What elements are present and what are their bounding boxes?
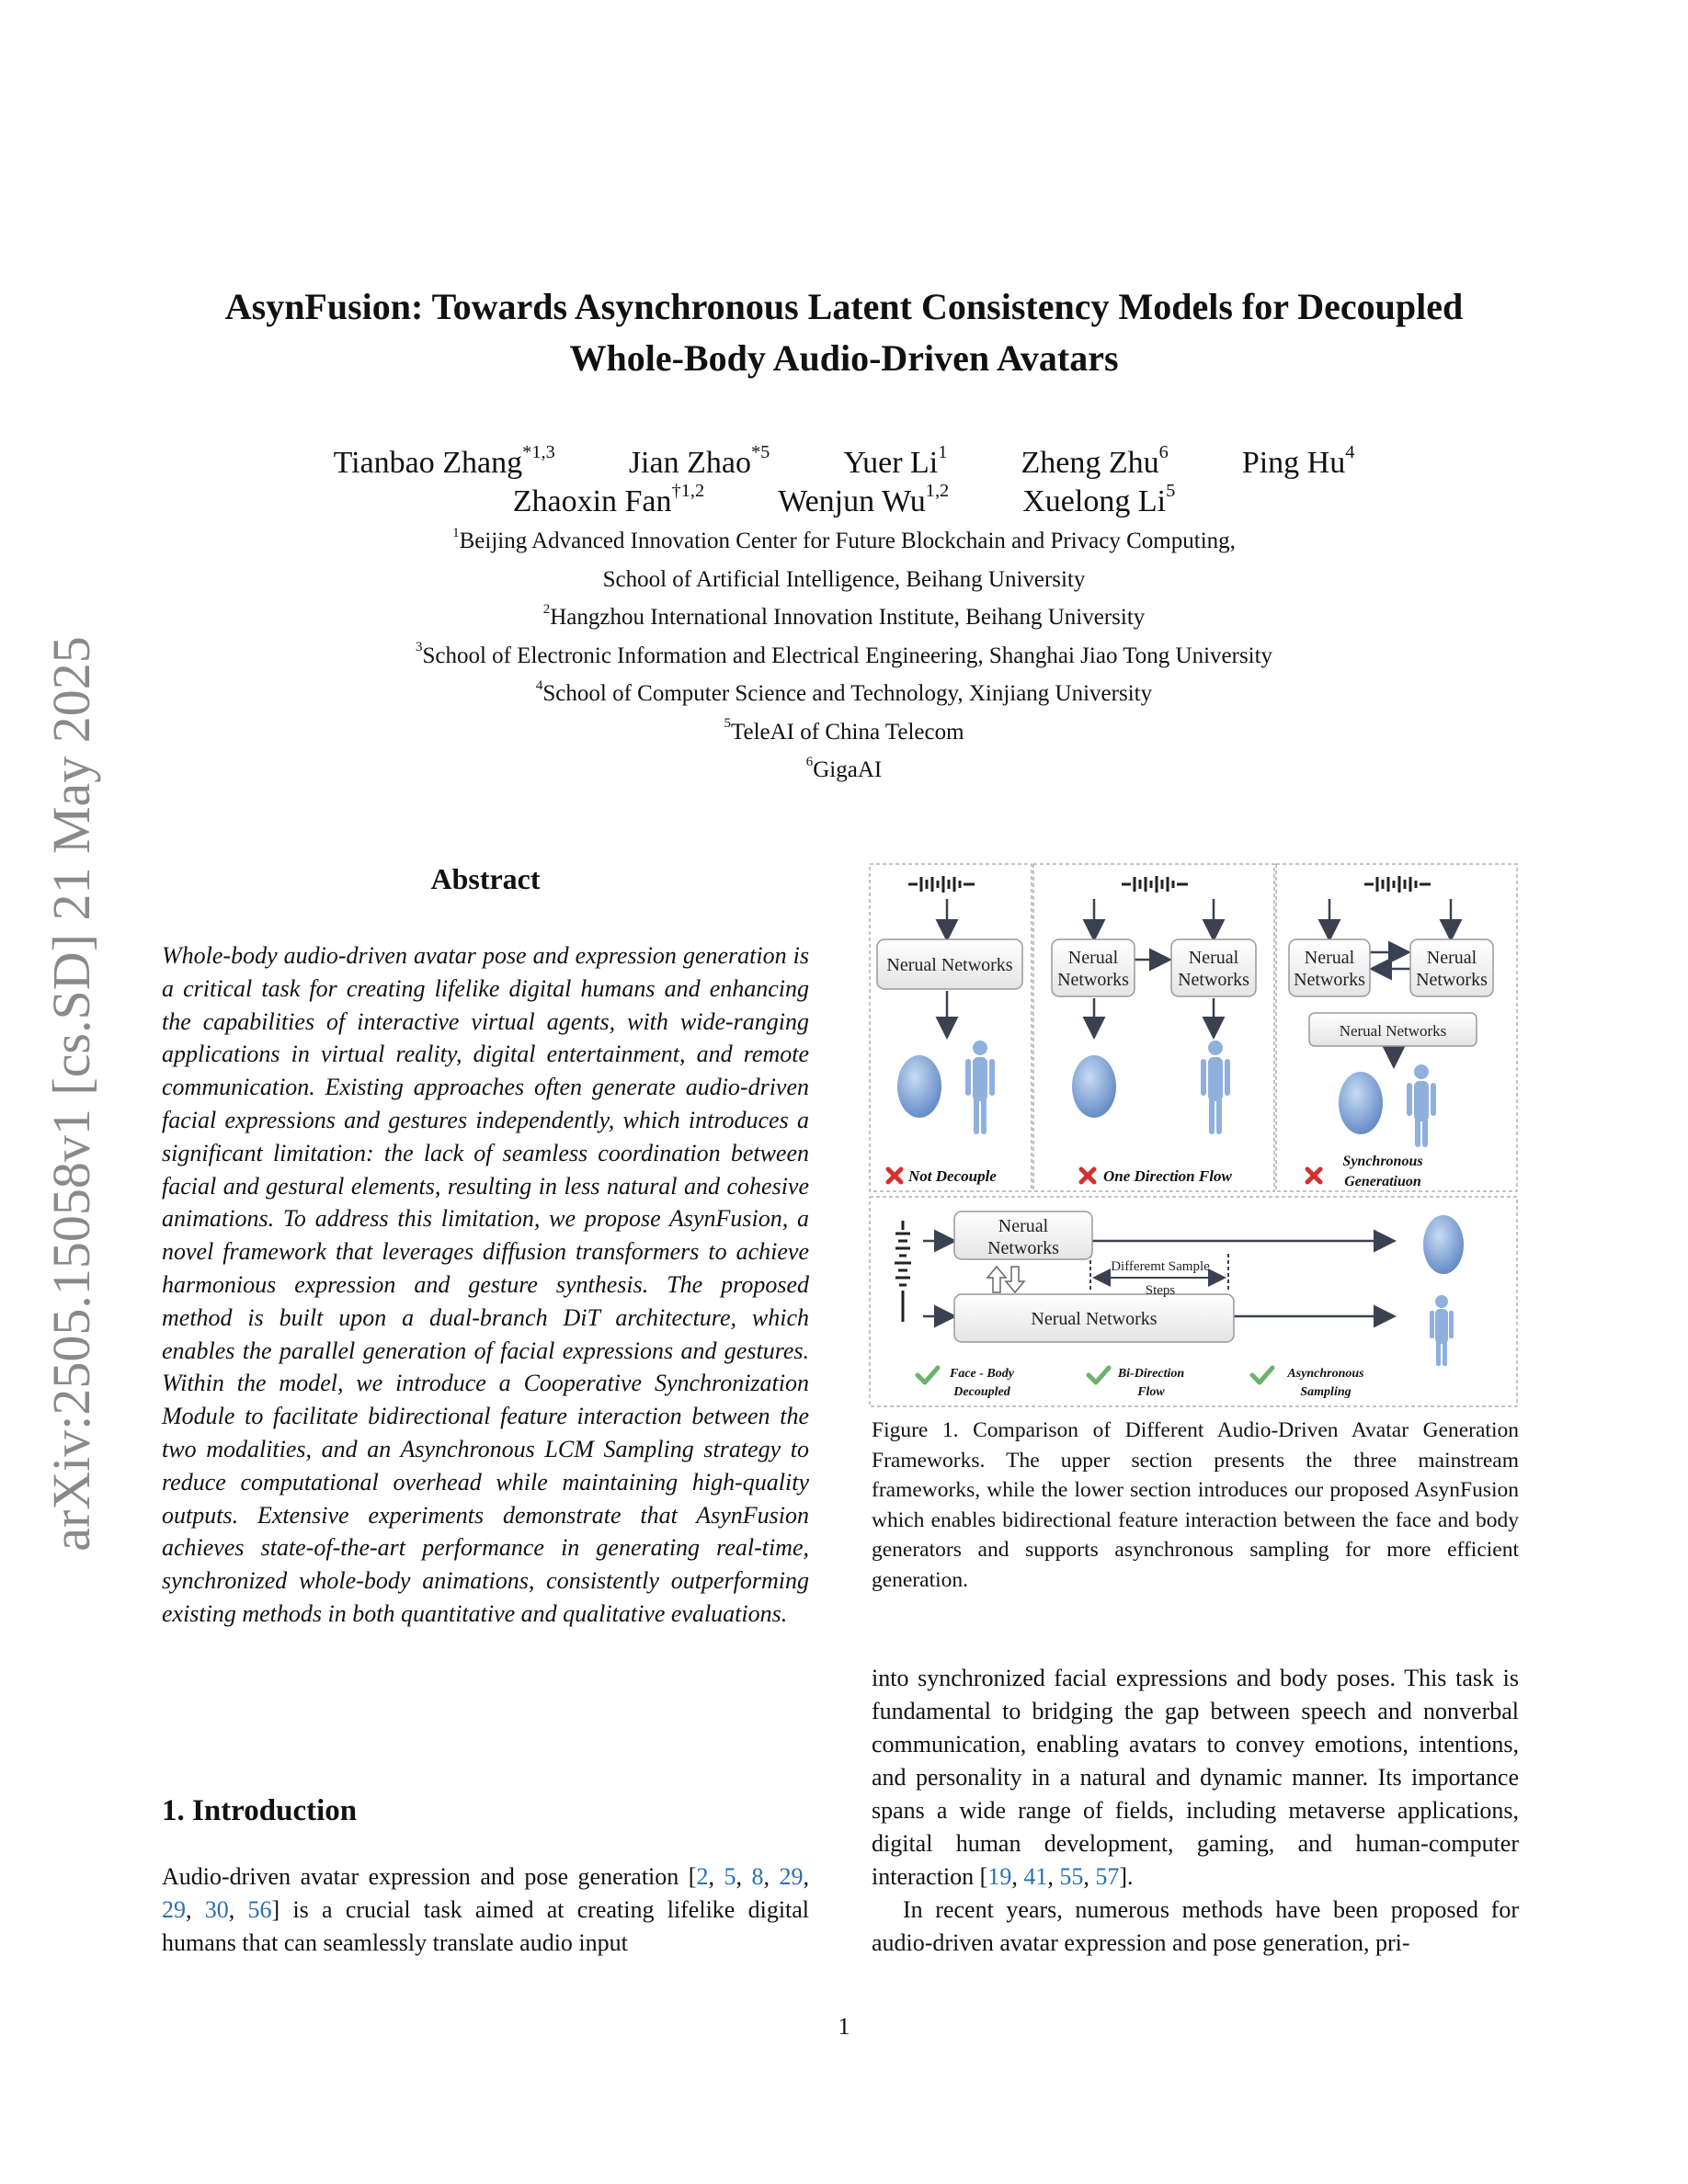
intro-right-paragraph-1: into synchronized facial expressions and body poses. This task is fundamental to bridging the gap between speech and nonverbal communication, enabling avatars to convey emotions, intentions, and personality in a natural and dynamic manner. Its importance spans a wide range of fields, including metaverse applications, digital human development, gaming, and human-computer interaction [19, 41, 55, 57]. <box>872 1665 1519 1890</box>
body-icon <box>1407 1064 1436 1147</box>
title-line-2: Whole-Body Audio-Driven Avatars <box>569 337 1119 379</box>
citation-link[interactable]: 55 <box>1059 1863 1084 1890</box>
authors-row-2 <box>138 482 1550 522</box>
author-affiliation-mark: 6 <box>1158 441 1169 462</box>
intro-left-column <box>162 1860 809 1960</box>
label-decoupled: Decoupled <box>953 1385 1010 1399</box>
citation-link[interactable]: 5 <box>724 1863 736 1890</box>
affiliation-text: School of Artificial Intelligence, Beihang University <box>602 566 1086 592</box>
nn-label-7b: Networks <box>987 1238 1059 1258</box>
label-asynchronous: Asynchronous <box>1287 1367 1364 1381</box>
author-affiliation-mark: 1,2 <box>925 480 950 501</box>
body-icon <box>1430 1295 1454 1366</box>
head-icon <box>1072 1055 1116 1118</box>
citation-link[interactable]: 8 <box>751 1863 764 1890</box>
waveform-vertical-icon <box>895 1221 911 1322</box>
abstract-text: Whole-body audio-driven avatar pose and expression generation is a critical task for creating lifelike digital humans and enhancing the capabilities of interactive virtual agents, with wide-ranging applications in virtual reality, digital entertainment, and remote communication. Existing approaches often generate audio-driven facial expressions and gestures independently, which introduces a significant limitation: the lack of seamless coordination between facial and gestural elements, resulting in less natural and cohesive animations. To address this limitation, we propose AsynFusion, a novel framework that leverages diffusion transformers to achieve harmonious expression and gesture synthesis. The proposed method is built upon a dual-branch DiT architecture, which enables the parallel generation of facial expressions and gestures. Within the model, we introduce a Cooperative Synchronization Module to facilitate bidirectional feature interaction between the two modalities, and an Asynchronous LCM Sampling strategy to reduce computational overhead while maintaining high-quality outputs. Extensive experiments demonstrate that AsynFusion achieves state-of-the-art performance in generating real-time, synchronized whole-body animations, consistently outperforming existing methods in both quantitative and qualitative evaluations. <box>162 942 809 1627</box>
affiliation-mark: 1 <box>452 525 460 540</box>
author-affiliation-mark: 4 <box>1345 441 1355 462</box>
affiliation-line <box>138 675 1550 713</box>
author-name: Jian Zhao <box>628 446 751 480</box>
paper-title <box>138 281 1550 384</box>
head-icon <box>897 1055 941 1118</box>
affiliation-text: TeleAI of China Telecom <box>730 719 964 745</box>
author-1-4 <box>1242 443 1355 483</box>
body-icon <box>1201 1041 1230 1134</box>
label-synchronous: Synchronous <box>1342 1154 1423 1169</box>
panel-one-direction <box>1033 864 1274 1191</box>
affiliation-line <box>138 522 1550 561</box>
author-name: Yuer Li <box>843 446 939 480</box>
label-sampling: Sampling <box>1300 1385 1352 1399</box>
abstract-heading: Abstract <box>430 862 541 895</box>
author-name: Zhaoxin Fan <box>512 484 672 518</box>
label-one-direction: One Direction Flow <box>1103 1167 1232 1185</box>
affiliation-text: School of Electronic Information and Electrical Engineering, Shanghai Jiao Tong University <box>422 643 1273 668</box>
intro-left-paragraph: Audio-driven avatar expression and pose generation [2, 5, 8, 29, 29, 30, 56] is a crucial task aimed at creating lifelike digital humans that can seamlessly translate audio input <box>162 1863 810 1956</box>
nn-label-6: Nerual Networks <box>1339 1022 1447 1040</box>
arxiv-side-text: arXiv:2505.15058v1 [cs.SD] 21 May 2025 <box>41 636 101 1552</box>
affiliation-line <box>138 751 1550 790</box>
author-1-2 <box>843 443 947 483</box>
waveform-icon <box>908 876 1431 893</box>
label-face-body: Face - Body <box>950 1367 1014 1381</box>
intro-right-column <box>872 1662 1519 1960</box>
affiliations <box>138 522 1550 790</box>
page-number: 1 <box>838 2013 850 2040</box>
author-affiliation-mark: *1,3 <box>522 441 555 462</box>
author-name: Xuelong Li <box>1022 484 1167 518</box>
affiliation-text: GigaAI <box>813 757 883 782</box>
arxiv-side-label <box>35 597 108 1590</box>
head-icon <box>1423 1215 1464 1274</box>
title-line-1: AsynFusion: Towards Asynchronous Latent Consistency Models for Decoupled <box>224 286 1464 327</box>
citation-link[interactable]: 41 <box>1023 1863 1048 1890</box>
affiliation-line <box>138 561 1550 599</box>
diff-label-1: Differemt Sample <box>1111 1259 1210 1274</box>
panel-not-decouple <box>870 864 1032 1191</box>
author-1-1 <box>629 443 770 483</box>
author-1-0 <box>334 443 555 483</box>
affiliation-text: Beijing Advanced Innovation Center for Future Blockchain and Privacy Computing, <box>459 529 1236 553</box>
citation-link[interactable]: 57 <box>1095 1863 1120 1890</box>
nn-label-2b: Networks <box>1057 970 1129 990</box>
author-name: Tianbao Zhang <box>333 446 523 480</box>
nn-label-3b: Networks <box>1178 970 1249 990</box>
intro-right-text-1: into synchronized facial expressions and body poses. This task is fundamental to bridging the gap between speech and nonverbal communication, enabling avatars to convey emotions, intentions, and personality in a natural and dynamic manner. Its importance spans a wide range of fields, including metaverse applications, digital human development, gaming, and human-computer interaction [ <box>872 1665 1519 1890</box>
affiliation-line <box>138 713 1550 752</box>
nn-label-8: Nerual Networks <box>1031 1309 1158 1329</box>
affiliation-mark: 5 <box>724 716 731 732</box>
affiliation-mark: 2 <box>542 601 551 617</box>
affiliation-mark: 3 <box>415 640 423 655</box>
label-generation: Generatiuon <box>1344 1174 1421 1189</box>
label-not-decouple: Not Decouple <box>908 1167 997 1185</box>
figure-caption: Figure 1. Comparison of Different Audio-Driven Avatar Generation Frameworks. The upper section presents the three mainstream frameworks, while the lower section introduces our proposed AsynFusion which enables bidirectional feature interaction between the face and body generators and supports asynchronous sampling for more efficient generation. <box>872 1418 1519 1592</box>
head-icon <box>1339 1072 1383 1134</box>
affiliation-text: School of Computer Science and Technology, Xinjiang University <box>542 681 1153 706</box>
author-name: Zheng Zhu <box>1021 446 1159 480</box>
label-bi-direction: Bi-Direction <box>1117 1367 1185 1381</box>
nn-label-4b: Networks <box>1294 970 1365 990</box>
citation-link[interactable]: 56 <box>247 1896 272 1923</box>
affiliation-line <box>138 637 1550 676</box>
intro-left-text-1: Audio-driven avatar expression and pose generation [ <box>162 1863 697 1890</box>
intro-left-text-2: ] is a crucial task aimed at creating lifelike digital humans that can seamlessly translate audio input <box>162 1896 810 1956</box>
nn-label-3a: Nerual <box>1188 948 1239 968</box>
author-affiliation-mark: 5 <box>1166 480 1176 501</box>
nn-label-2a: Nerual <box>1067 948 1119 968</box>
author-2-1 <box>778 482 949 522</box>
affiliation-mark: 6 <box>805 754 814 769</box>
author-name: Wenjun Wu <box>778 484 926 518</box>
figure-1-diagram <box>868 862 1519 1410</box>
citation-link[interactable]: 29 <box>779 1863 804 1890</box>
intro-right-text-2: ]. <box>1119 1863 1134 1890</box>
affiliation-line <box>138 598 1550 637</box>
affiliation-text: Hangzhou International Innovation Institute, Beihang University <box>550 605 1146 630</box>
label-flow: Flow <box>1137 1385 1165 1399</box>
citation-link[interactable]: 2 <box>696 1863 709 1890</box>
author-affiliation-mark: †1,2 <box>671 480 705 501</box>
affiliation-mark: 4 <box>535 677 543 693</box>
author-2-0 <box>513 482 705 522</box>
section-heading: 1. Introduction <box>162 1794 358 1827</box>
author-name: Ping Hu <box>1241 446 1346 480</box>
author-1-3 <box>1021 443 1168 483</box>
nn-label-5b: Networks <box>1416 970 1488 990</box>
nn-label-7a: Nerual <box>998 1216 1049 1236</box>
body-icon <box>965 1041 995 1134</box>
citation-link[interactable]: 29 <box>162 1896 186 1923</box>
author-affiliation-mark: *5 <box>750 441 770 462</box>
author-2-2 <box>1022 482 1175 522</box>
nn-label-4a: Nerual <box>1304 948 1355 968</box>
author-affiliation-mark: 1 <box>938 441 948 462</box>
nn-label-1: Nerual Networks <box>886 955 1013 975</box>
nn-label-5a: Nerual <box>1426 948 1477 968</box>
diff-label-2: Steps <box>1145 1283 1176 1298</box>
intro-right-paragraph-2: In recent years, numerous methods have been proposed for audio-driven avatar expression and pose generation, pri- <box>872 1896 1519 1956</box>
citation-link[interactable]: 19 <box>987 1863 1012 1890</box>
authors-row-1 <box>138 443 1550 483</box>
citation-link[interactable]: 30 <box>204 1896 229 1923</box>
